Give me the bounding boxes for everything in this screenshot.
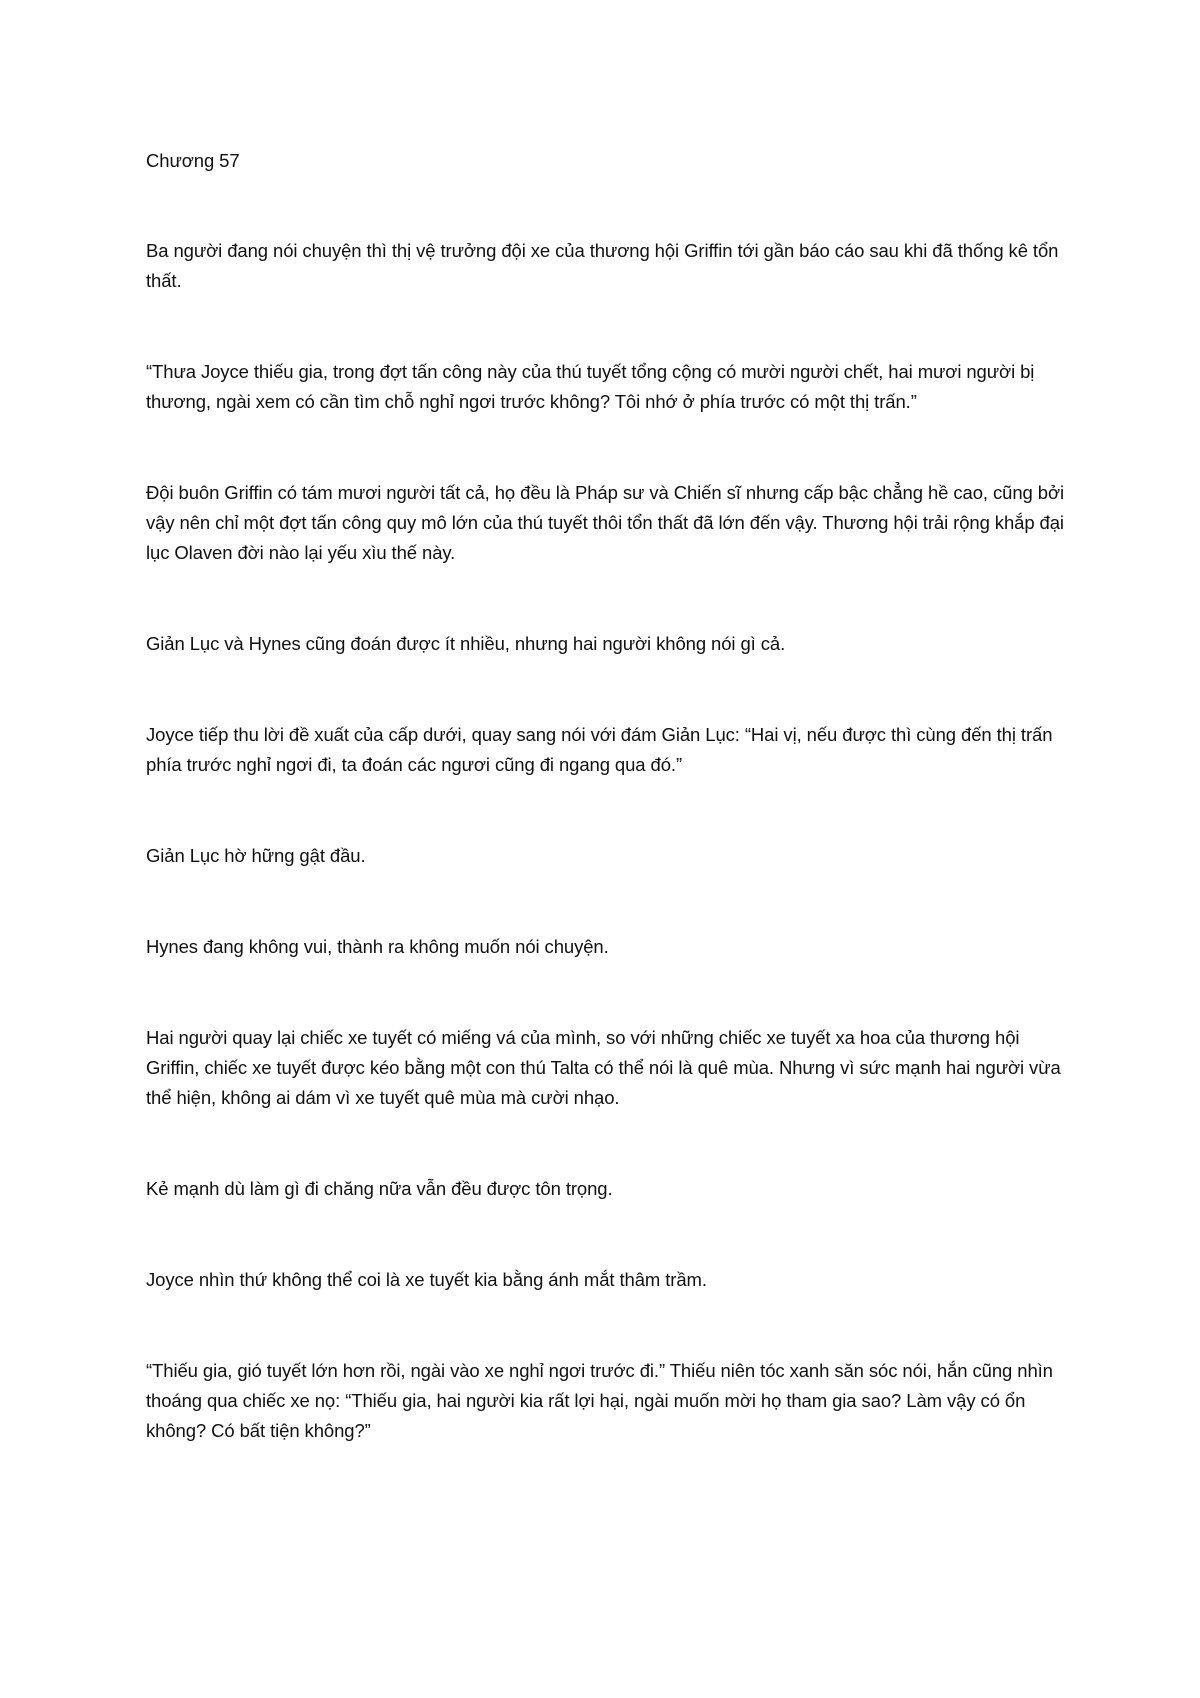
paragraph: Giản Lục và Hynes cũng đoán được ít nhiều, nhưng hai người không nói gì cả. — [146, 633, 786, 654]
paragraph: Đội buôn Griffin có tám mươi người tất cả, họ đều là Pháp sư và Chiến sĩ nhưng cấp bậc chẳng hề cao, cũng bởi vậy nên chỉ một đợt tấn công quy mô lớn của thú tuyết thôi tổn thất đã lớn đến vậy. Thương hội trải rộng khắp đại lục Olaven đời nào lại yếu xìu thế này. — [146, 482, 1064, 563]
chapter-title: Chương 57 — [146, 150, 240, 171]
paragraph: “Thiếu gia, gió tuyết lớn hơn rồi, ngài vào xe nghỉ ngơi trước đi.” Thiếu niên tóc xanh săn sóc nói, hắn cũng nhìn thoáng qua chiếc xe nọ: “Thiếu gia, hai người kia rất lợi hại, ngài muốn mời họ tham gia sao? Làm vậy có ổn không? Có bất tiện không?” — [146, 1360, 1053, 1441]
paragraph: Hai người quay lại chiếc xe tuyết có miếng vá của mình, so với những chiếc xe tuyết xa hoa của thương hội Griffin, chiếc xe tuyết được kéo bằng một con thú Talta có thể nói là quê mùa. Nhưng vì sức mạnh hai người vừa thể hiện, không ai dám vì xe tuyết quê mùa mà cười nhạo. — [146, 1027, 1061, 1108]
document-body — [146, 146, 1066, 1507]
paragraph: Kẻ mạnh dù làm gì đi chăng nữa vẫn đều được tôn trọng. — [146, 1178, 613, 1199]
paragraph: Ba người đang nói chuyện thì thị vệ trưởng đội xe của thương hội Griffin tới gần báo cáo sau khi đã thống kê tổn thất. — [146, 240, 1059, 291]
paragraph: Giản Lục hờ hững gật đầu. — [146, 845, 366, 866]
paragraph: Joyce tiếp thu lời đề xuất của cấp dưới, quay sang nói với đám Giản Lục: “Hai vị, nếu được thì cùng đến thị trấn phía trước nghỉ ngơi đi, ta đoán các ngươi cũng đi ngang qua đó.” — [146, 724, 1053, 775]
paragraph: “Thưa Joyce thiếu gia, trong đợt tấn công này của thú tuyết tổng cộng có mười người chết, hai mươi người bị thương, ngài xem có cần tìm chỗ nghỉ ngơi trước không? Tôi nhớ ở phía trước có một thị trấn.” — [146, 361, 1035, 412]
paragraph: Hynes đang không vui, thành ra không muốn nói chuyện. — [146, 936, 609, 957]
paragraph: Joyce nhìn thứ không thể coi là xe tuyết kia bằng ánh mắt thâm trầm. — [146, 1269, 707, 1290]
